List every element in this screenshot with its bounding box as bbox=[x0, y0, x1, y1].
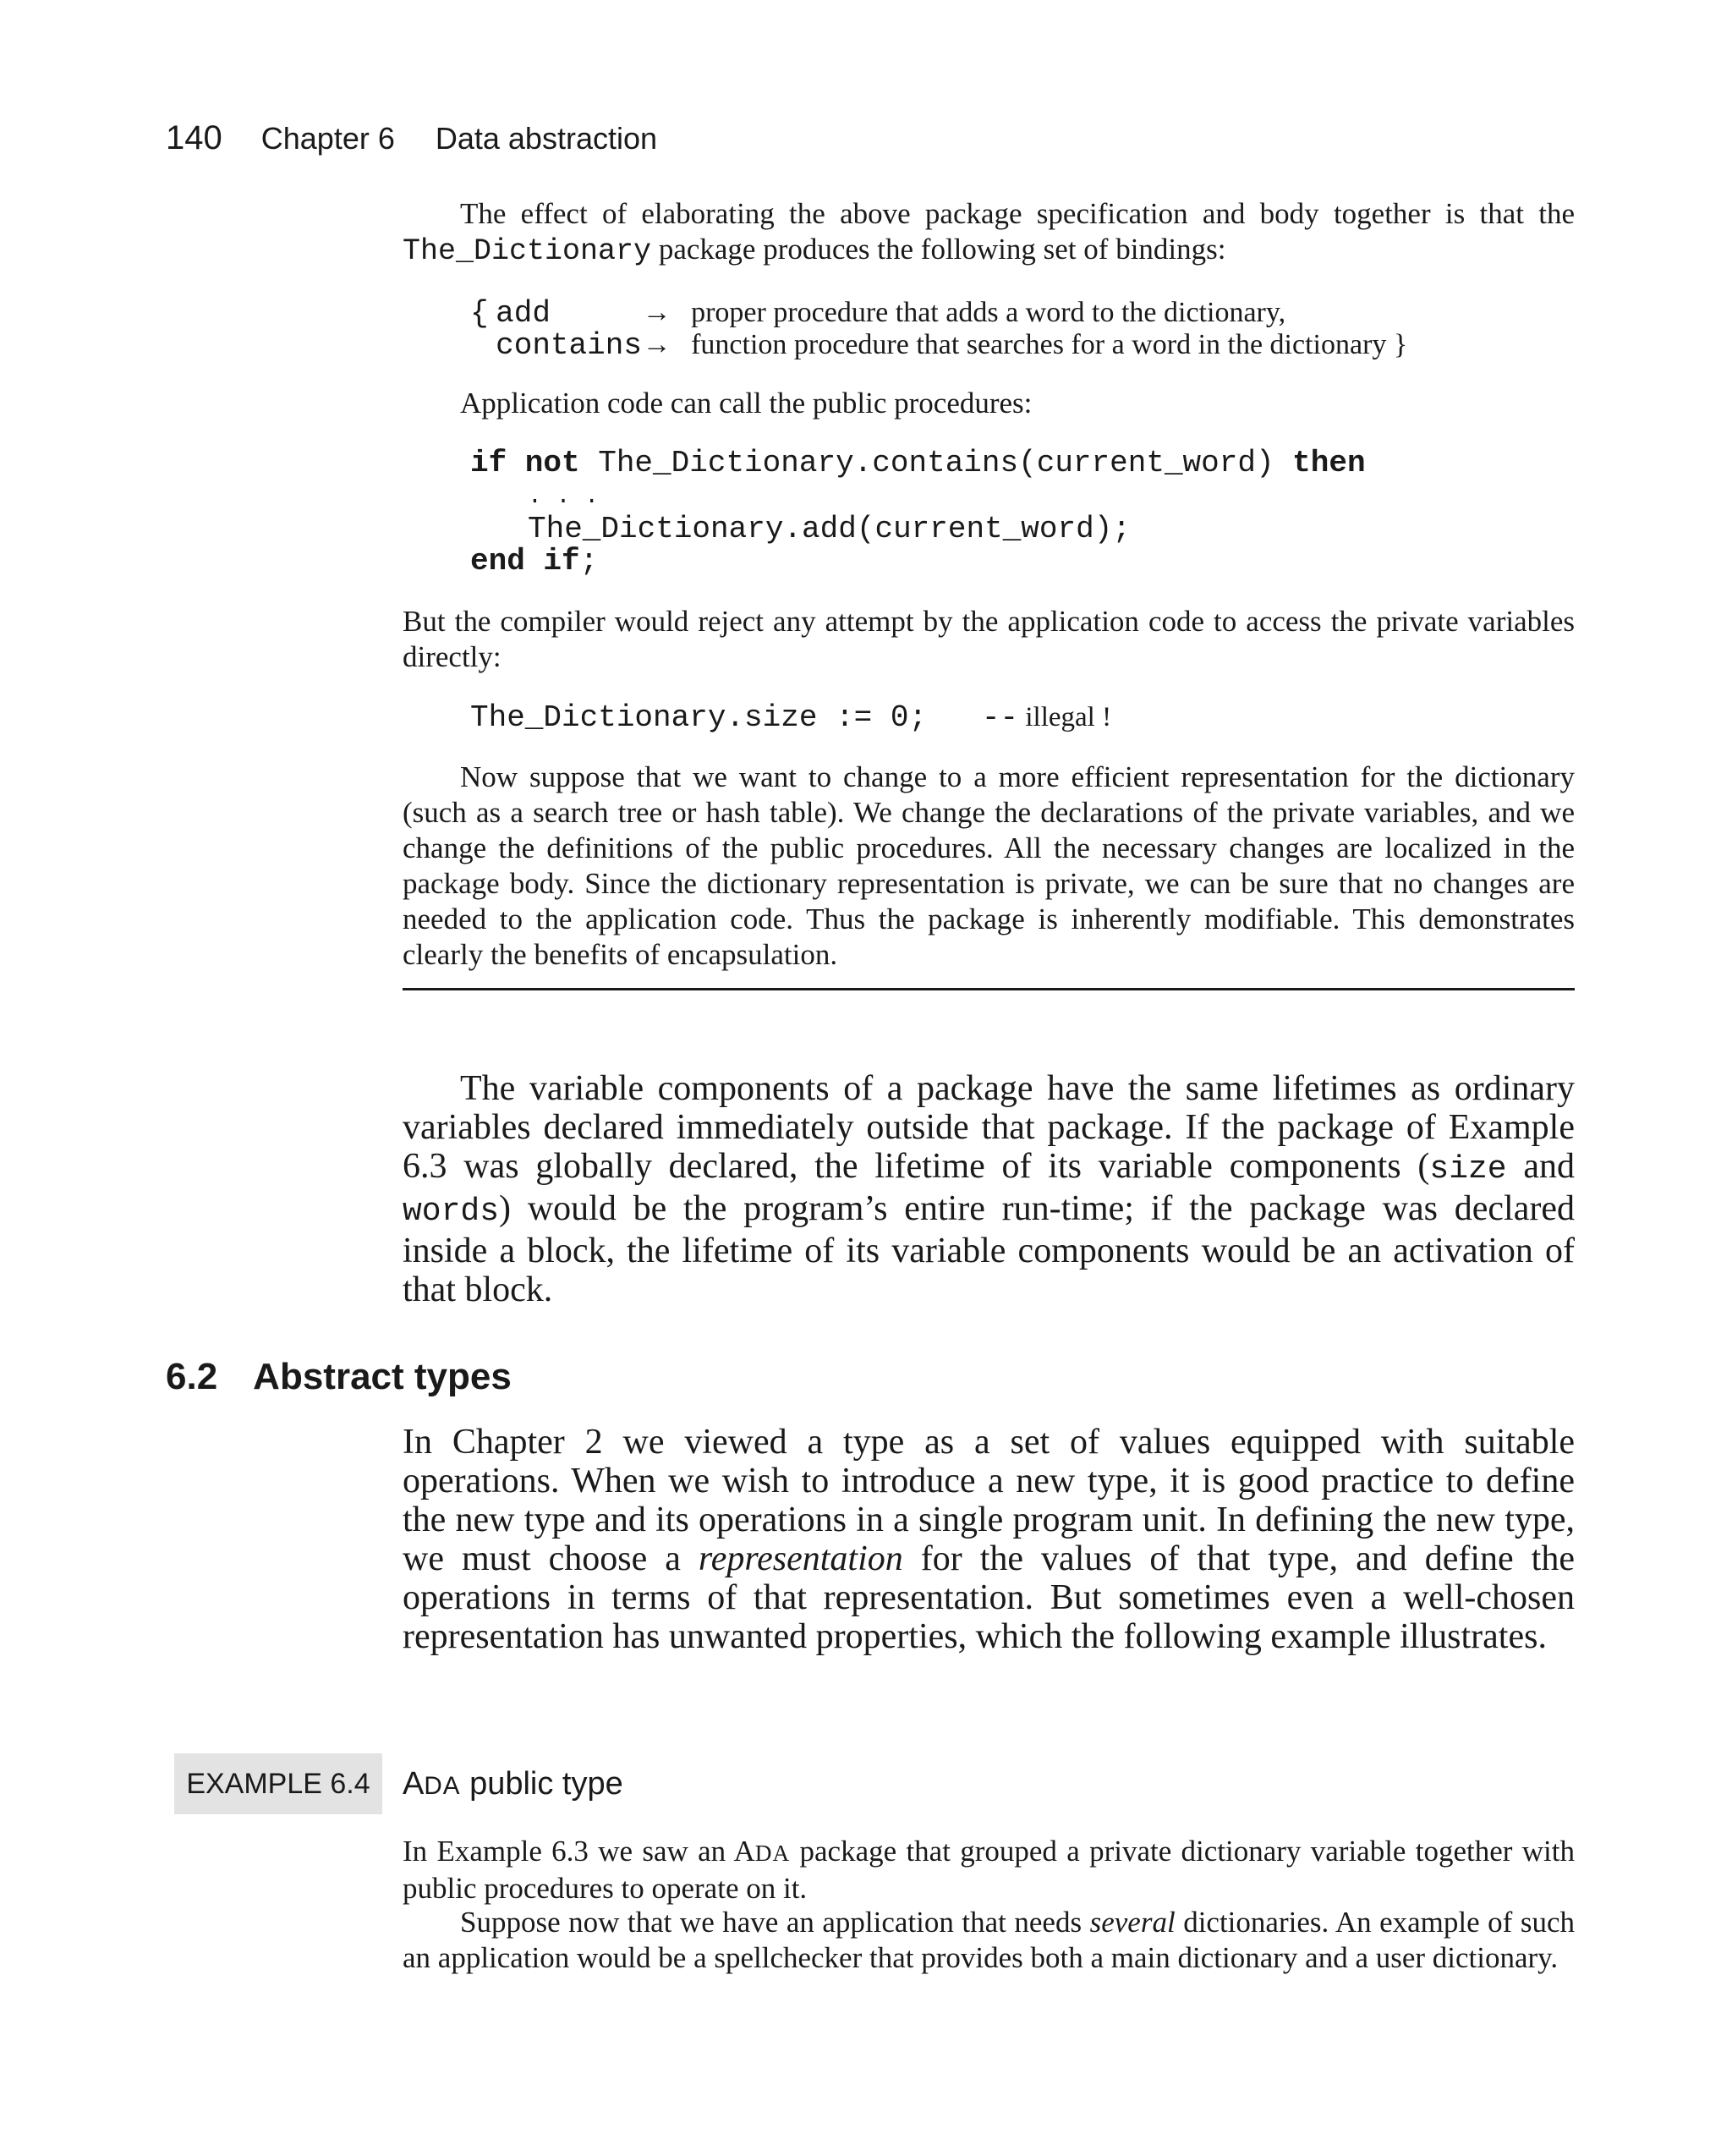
open-brace: { bbox=[470, 296, 489, 331]
section-text: In Chapter 2 we viewed a type as a set of values equipped with suitable operations. When we wish to introduce a new type, it is good practice to define the new type and its operations in a single program unit. In defining the new type, we must choose a bbox=[403, 1423, 1575, 1578]
example-title bbox=[403, 1763, 623, 1808]
example-text: In Example 6.3 we saw an A bbox=[403, 1835, 755, 1868]
code-comment: illegal ! bbox=[1018, 702, 1112, 732]
code-ellipsis: . . . bbox=[528, 484, 600, 510]
code-text: ; bbox=[579, 544, 599, 579]
example-end-rule bbox=[403, 988, 1575, 990]
code-line-3: The_Dictionary.add(current_word); bbox=[528, 512, 1131, 546]
binding-name: add bbox=[496, 296, 551, 331]
running-header bbox=[166, 117, 657, 160]
keyword-then: then bbox=[1292, 446, 1366, 480]
keyword-end-if: end if bbox=[470, 544, 580, 579]
example-text: package that grouped a private dictionary variable together with public procedures to operate on it. bbox=[403, 1835, 1575, 1905]
example-title-text: A bbox=[403, 1766, 425, 1802]
example-label-box: EXAMPLE 6.4 bbox=[174, 1753, 382, 1814]
close-brace: } bbox=[1393, 329, 1408, 360]
reject-paragraph bbox=[403, 604, 1575, 675]
illegal-code-line bbox=[470, 700, 1111, 735]
binding-contains bbox=[470, 328, 1407, 363]
arrow-icon: → bbox=[642, 297, 671, 328]
intro-paragraph bbox=[403, 196, 1575, 269]
italic-several: several bbox=[1089, 1906, 1176, 1939]
code-words: words bbox=[403, 1193, 500, 1230]
page-number: 140 bbox=[166, 119, 222, 156]
code-size: size bbox=[1429, 1151, 1507, 1188]
lifetime-text: The variable components of a package have the same lifetimes as ordinary variables declared immediately outside that package. If the package of Example 6.3 was globally declared, the lifetime of its variable components ( bbox=[403, 1069, 1575, 1186]
chapter-label: Chapter 6 bbox=[260, 121, 395, 156]
example-paragraph-1 bbox=[403, 1834, 1575, 1906]
italic-representation: representation bbox=[698, 1539, 903, 1578]
section-text: for the values of that type, and define the operations in terms of that representation. But sometimes even a well-chosen representation has unwanted properties, which the following example illustrates. bbox=[403, 1539, 1575, 1656]
binding-desc: proper procedure that adds a word to the dictionary, bbox=[691, 297, 1286, 328]
intro-text-tail: package produces the following set of bindings: bbox=[651, 233, 1226, 266]
binding-name: contains bbox=[496, 328, 642, 363]
lifetime-paragraph bbox=[403, 1069, 1575, 1309]
example-title-smallcaps: DA bbox=[424, 1772, 461, 1800]
reject-text: But the compiler would reject any attempt by the application code to access the private variables directly: bbox=[403, 605, 1575, 673]
code-text: The_Dictionary.size := 0; -- bbox=[470, 700, 1019, 735]
code-line-4 bbox=[470, 545, 598, 579]
section-number: 6.2 bbox=[166, 1356, 218, 1397]
section-title: Abstract types bbox=[253, 1356, 512, 1397]
binding-add bbox=[470, 296, 1285, 331]
example-text: Suppose now that we have an application that needs bbox=[460, 1906, 1090, 1939]
smallcaps-ada: DA bbox=[754, 1841, 791, 1866]
intro-text: The effect of elaborating the above package specification and body together is that the bbox=[460, 197, 1575, 230]
code-line-1 bbox=[470, 447, 1366, 480]
keyword-if-not: if not bbox=[470, 446, 580, 480]
app-code-intro-text: Application code can call the public procedures: bbox=[460, 387, 1033, 420]
lifetime-text: and bbox=[1506, 1147, 1575, 1186]
arrow-icon: → bbox=[642, 329, 671, 360]
binding-desc: function procedure that searches for a word in the dictionary bbox=[691, 329, 1387, 360]
lifetime-text: ) would be the program’s entire run-time; if the package was declared inside a block, the lifetime of its variable components would be an activation of that block. bbox=[403, 1189, 1575, 1309]
code-text: The_Dictionary.contains(current_word) bbox=[579, 446, 1293, 480]
app-code-intro bbox=[403, 386, 1575, 421]
package-name-code: The_Dictionary bbox=[403, 234, 652, 268]
example-title-text: public type bbox=[460, 1766, 623, 1802]
section-paragraph bbox=[403, 1423, 1575, 1656]
chapter-title: Data abstraction bbox=[435, 121, 658, 156]
encapsulation-text: Now suppose that we want to change to a more efficient representation for the dictionary (such as a search tree or hash table). We change the declarations of the private variables, and we change the definitions of the public procedures. All the necessary changes are localized in the package body. Since the dictionary representation is private, we can be sure that no changes are needed to the application code. Thus the package is inherently modifiable. This demonstrates clearly the benefits of encapsulation. bbox=[403, 760, 1575, 971]
encapsulation-paragraph bbox=[403, 760, 1575, 973]
example-paragraph-2 bbox=[403, 1905, 1575, 1976]
example-text: dictionaries. An example of such an application would be a spellchecker that provides both a main dictionary and a user dictionary. bbox=[403, 1906, 1575, 1974]
section-heading bbox=[166, 1353, 512, 1401]
